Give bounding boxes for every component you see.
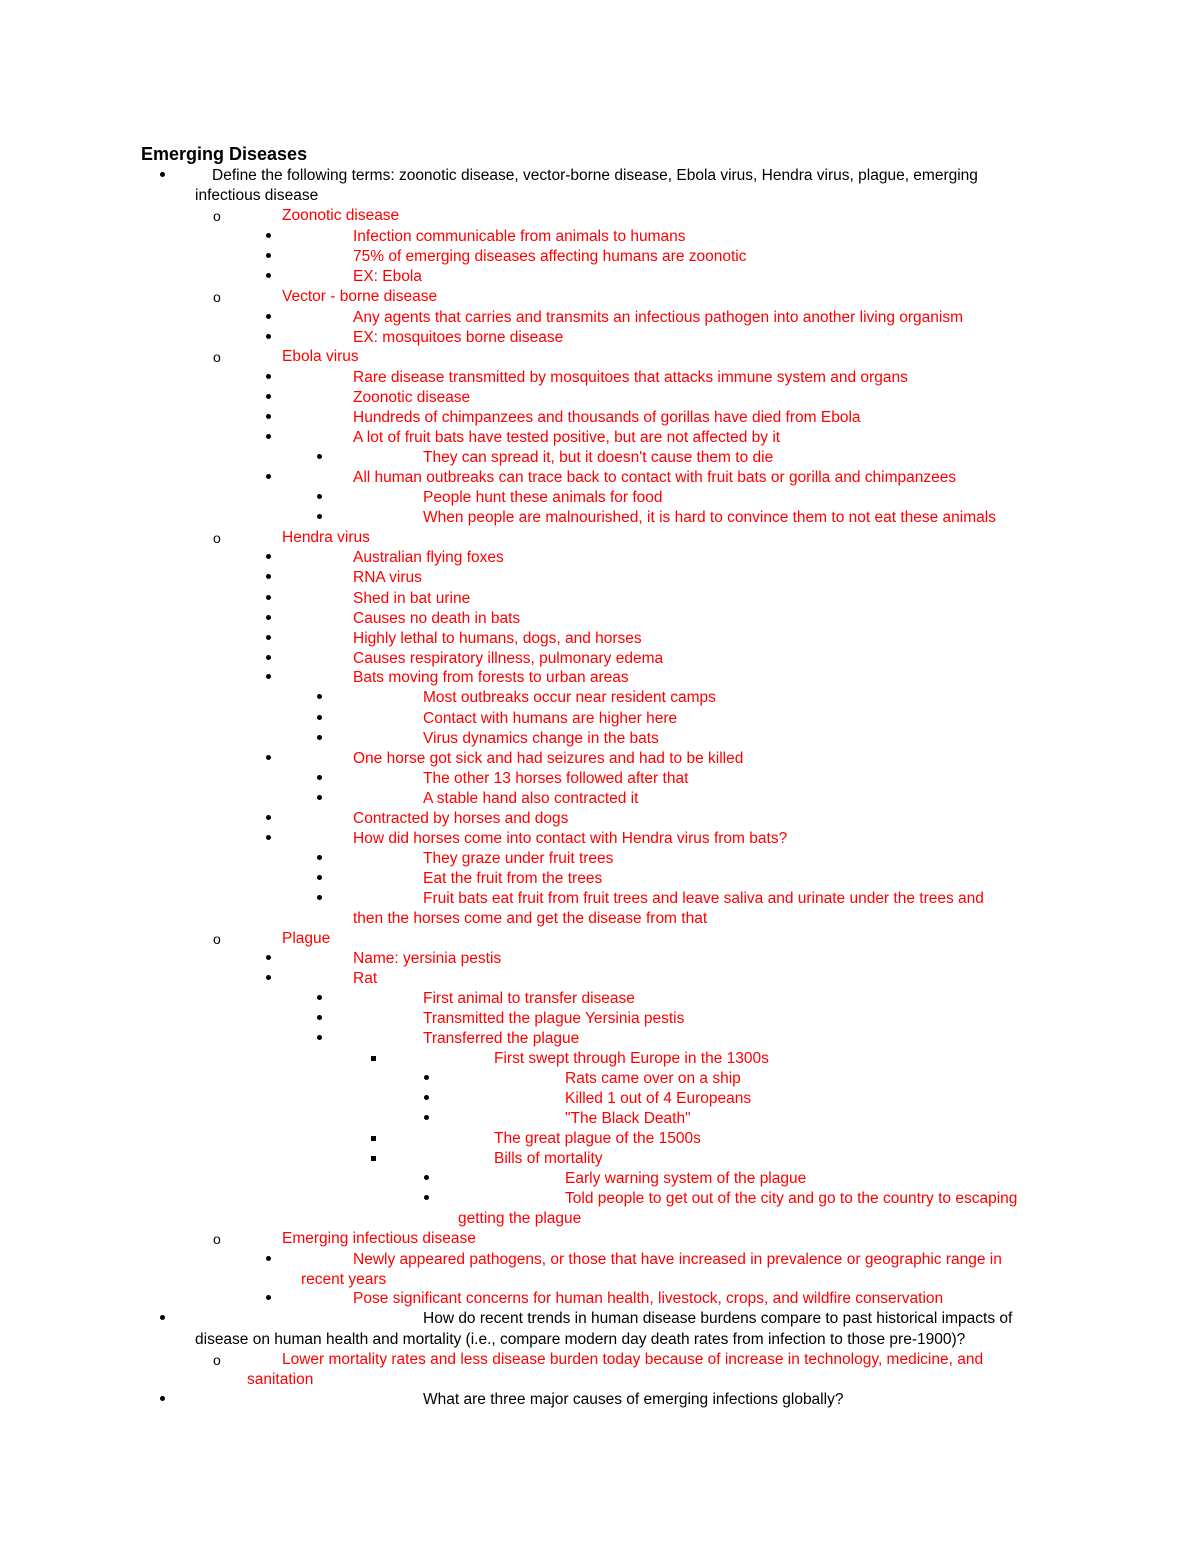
outline-line-hen5: Highly lethal to humans, dogs, and horses (353, 630, 642, 647)
bullet-dot-icon (266, 674, 271, 679)
outline-line-hen4: Causes no death in bats (353, 610, 521, 627)
outline-line-ebo2: Zoonotic disease (353, 389, 471, 406)
bullet-dot-icon (266, 314, 271, 319)
bullet-dot-icon (266, 1295, 271, 1300)
bullet-dot-icon (266, 655, 271, 660)
outline-line-pla3a: Rats came over on a ship (565, 1070, 741, 1087)
outline-line-eid1: Newly appeared pathogens, or those that have increased in prevalence or geographic range in (353, 1251, 1002, 1268)
outline-line-ebo4a: They can spread it, but it doesn't cause them to die (423, 449, 774, 466)
outline-line-hen2: RNA virus (353, 569, 422, 586)
outline-line-pla1: Name: yersinia pestis (353, 950, 502, 967)
bullet-dot-icon (266, 574, 271, 579)
bullet-circle-icon: o (213, 931, 221, 947)
outline-line-vec: Vector - borne disease (282, 288, 438, 305)
outline-line-q1: Define the following terms: zoonotic disease, vector-borne disease, Ebola virus, Hendra virus, plague, emerging (212, 167, 978, 184)
outline-line-eid2: Pose significant concerns for human health, livestock, crops, and wildfire conservation (353, 1290, 944, 1307)
bullet-dot-icon (317, 895, 322, 900)
outline-line-hen1: Australian flying foxes (353, 549, 504, 566)
outline-line-zoo: Zoonotic disease (282, 207, 400, 224)
outline-line-hen7b: Contact with humans are higher here (423, 710, 678, 727)
outline-line-hen7c: Virus dynamics change in the bats (423, 730, 659, 747)
bullet-dot-icon (266, 554, 271, 559)
bullet-dot-icon (317, 855, 322, 860)
outline-line-pla5: Bills of mortality (494, 1150, 603, 1167)
bullet-dot-icon (317, 694, 322, 699)
bullet-dot-icon (266, 595, 271, 600)
bullet-dot-icon (266, 434, 271, 439)
outline-line-pla: Plague (282, 930, 331, 947)
outline-line-eid1b: recent years (301, 1271, 387, 1288)
outline-line-hen10: How did horses come into contact with Hendra virus from bats? (353, 830, 788, 847)
outline-line-hen9: Contracted by horses and dogs (353, 810, 569, 827)
outline-line-hen10b: Eat the fruit from the trees (423, 870, 603, 887)
bullet-dot-icon (424, 1115, 429, 1120)
outline-line-hen: Hendra virus (282, 529, 370, 546)
bullet-dot-icon (317, 514, 322, 519)
bullet-dot-icon (317, 454, 322, 459)
outline-line-hen10a: They graze under fruit trees (423, 850, 614, 867)
outline-line-ebo5a: People hunt these animals for food (423, 489, 663, 506)
outline-line-hen7a: Most outbreaks occur near resident camps (423, 689, 716, 706)
bullet-square-icon (371, 1136, 376, 1141)
outline-line-q2: How do recent trends in human disease burdens compare to past historical impacts of (423, 1310, 1013, 1327)
outline-line-q1b: infectious disease (195, 187, 319, 204)
outline-line-hen10c2: then the horses come and get the disease from that (353, 910, 708, 927)
outline-line-hen10c: Fruit bats eat fruit from fruit trees and leave saliva and urinate under the trees and (423, 890, 984, 907)
outline-line-zoo3: EX: Ebola (353, 268, 422, 285)
bullet-circle-icon: o (213, 289, 221, 305)
bullet-dot-icon (266, 615, 271, 620)
outline-line-pla3: First swept through Europe in the 1300s (494, 1050, 769, 1067)
outline-line-hen3: Shed in bat urine (353, 590, 471, 607)
bullet-dot-icon (266, 975, 271, 980)
outline-line-pla5b2: getting the plague (458, 1210, 582, 1227)
bullet-dot-icon (266, 635, 271, 640)
bullet-dot-icon (317, 1015, 322, 1020)
outline-line-q3: What are three major causes of emerging infections globally? (423, 1391, 844, 1408)
outline-line-ebo4: A lot of fruit bats have tested positive, but are not affected by it (353, 429, 781, 446)
bullet-dot-icon (160, 1315, 165, 1320)
outline-line-pla3c: "The Black Death" (565, 1110, 691, 1127)
outline-line-eid: Emerging infectious disease (282, 1230, 476, 1247)
outline-line-pla2c: Transferred the plague (423, 1030, 580, 1047)
bullet-dot-icon (266, 253, 271, 258)
bullet-dot-icon (266, 474, 271, 479)
outline-line-pla2: Rat (353, 970, 378, 987)
bullet-dot-icon (266, 835, 271, 840)
outline-line-hen7: Bats moving from forests to urban areas (353, 669, 629, 686)
outline-line-ebo5b: When people are malnourished, it is hard to convince them to not eat these animals (423, 509, 996, 526)
bullet-dot-icon (424, 1075, 429, 1080)
document-title: Emerging Diseases (141, 144, 308, 164)
outline-line-q2a2: sanitation (247, 1371, 314, 1388)
bullet-dot-icon (266, 374, 271, 379)
bullet-dot-icon (424, 1175, 429, 1180)
bullet-dot-icon (317, 795, 322, 800)
outline-line-q2b: disease on human health and mortality (i.e., compare modern day death rates from infection to those pre-1900)? (195, 1331, 966, 1348)
outline-line-pla3b: Killed 1 out of 4 Europeans (565, 1090, 752, 1107)
bullet-dot-icon (266, 755, 271, 760)
outline-line-pla2a: First animal to transfer disease (423, 990, 635, 1007)
bullet-square-icon (371, 1056, 376, 1061)
outline-line-ebo5: All human outbreaks can trace back to contact with fruit bats or gorilla and chimpanzees (353, 469, 957, 486)
outline-line-pla4: The great plague of the 1500s (494, 1130, 701, 1147)
bullet-circle-icon: o (213, 349, 221, 365)
outline-line-hen8b: A stable hand also contracted it (423, 790, 639, 807)
outline-line-ebo1: Rare disease transmitted by mosquitoes that attacks immune system and organs (353, 369, 908, 386)
outline-line-zoo2: 75% of emerging diseases affecting humans are zoonotic (353, 248, 747, 265)
outline-line-vec1: Any agents that carries and transmits an infectious pathogen into another living organism (353, 309, 964, 326)
bullet-dot-icon (317, 775, 322, 780)
bullet-dot-icon (317, 1035, 322, 1040)
bullet-dot-icon (160, 172, 165, 177)
bullet-dot-icon (317, 735, 322, 740)
bullet-dot-icon (160, 1396, 165, 1401)
bullet-dot-icon (424, 1095, 429, 1100)
bullet-circle-icon: o (213, 208, 221, 224)
bullet-dot-icon (266, 414, 271, 419)
outline-line-hen6: Causes respiratory illness, pulmonary edema (353, 650, 664, 667)
bullet-dot-icon (266, 815, 271, 820)
bullet-circle-icon: o (213, 1231, 221, 1247)
bullet-dot-icon (266, 233, 271, 238)
outline-line-vec2: EX: mosquitoes borne disease (353, 329, 564, 346)
outline-line-zoo1: Infection communicable from animals to humans (353, 228, 686, 245)
outline-line-pla5a: Early warning system of the plague (565, 1170, 807, 1187)
outline-line-ebo3: Hundreds of chimpanzees and thousands of gorillas have died from Ebola (353, 409, 861, 426)
bullet-dot-icon (317, 875, 322, 880)
bullet-dot-icon (266, 1256, 271, 1261)
bullet-dot-icon (266, 955, 271, 960)
bullet-dot-icon (266, 334, 271, 339)
outline-line-ebo: Ebola virus (282, 348, 359, 365)
bullet-dot-icon (424, 1195, 429, 1200)
bullet-dot-icon (317, 494, 322, 499)
bullet-circle-icon: o (213, 1352, 221, 1368)
outline-line-q2a: Lower mortality rates and less disease burden today because of increase in technology, medicine, and (282, 1351, 984, 1368)
outline-line-pla2b: Transmitted the plague Yersinia pestis (423, 1010, 685, 1027)
bullet-dot-icon (317, 715, 322, 720)
bullet-dot-icon (266, 273, 271, 278)
bullet-dot-icon (317, 995, 322, 1000)
bullet-circle-icon: o (213, 530, 221, 546)
bullet-dot-icon (266, 394, 271, 399)
outline-line-pla5b: Told people to get out of the city and go to the country to escaping (565, 1190, 1018, 1207)
bullet-square-icon (371, 1156, 376, 1161)
outline-line-hen8: One horse got sick and had seizures and had to be killed (353, 750, 744, 767)
outline-line-hen8a: The other 13 horses followed after that (423, 770, 689, 787)
